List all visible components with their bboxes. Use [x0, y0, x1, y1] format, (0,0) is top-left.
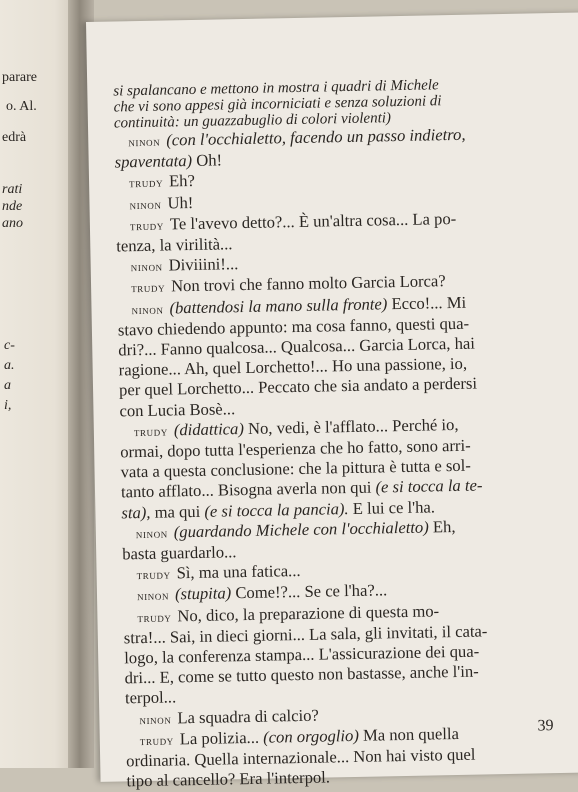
- dialogue-text: Come!?... Se ce l'ha?...: [231, 580, 388, 603]
- left-page-fragment: i,: [4, 398, 12, 413]
- dialogue-text: E lui ce l'ha.: [348, 497, 436, 518]
- left-page-fragment: c-: [4, 338, 15, 353]
- dialogue-text: stavo chiedendo appunto: ma cosa fanno, questi qua-: [117, 313, 470, 340]
- dialogue-text: Ecco!... Mi: [387, 292, 467, 313]
- stage-direction: (stupita): [174, 583, 232, 604]
- page-number: 39: [537, 717, 554, 735]
- dialogue-text: La squadra di calcio?: [177, 705, 319, 728]
- dialogue-text: terpol...: [124, 687, 177, 708]
- stage-direction: (e si tocca la te-: [375, 475, 483, 497]
- stage-direction: (con l'occhialetto, facendo un passo indietro,: [166, 124, 466, 150]
- left-page-fragment: nde: [2, 199, 23, 214]
- dialogue-text: per quel Lorchetto... Peccato che sia andato a perdersi: [118, 373, 478, 400]
- stage-direction: (battendosi la mano sulla fronte): [169, 293, 388, 318]
- speaker-name: ninon: [131, 302, 164, 317]
- dialogue-text: ragione... Ah, quel Lorchetto!... Ho una passione, io,: [118, 353, 468, 380]
- dialogue-text: No, vedi, è l'afflato... Perché io,: [243, 414, 459, 438]
- dialogue-text: con Lucia Bosè...: [119, 398, 236, 421]
- dialogue-text: stra!... Sai, in dieci giorni... La sala, gli invitati, il cata-: [123, 621, 488, 648]
- dialogue-text: ma qui: [150, 501, 205, 522]
- dialogue-text: Sì, ma una fatica...: [176, 561, 301, 583]
- speaker-name: trudy: [137, 610, 172, 625]
- speaker-name: trudy: [129, 218, 165, 234]
- stage-direction: spaventata): [114, 151, 193, 172]
- left-page: [0, 0, 78, 768]
- dialogue-text: Eh?: [168, 171, 196, 191]
- speaker-name: trudy: [128, 175, 164, 191]
- dialogue-text: dri... E, come se tutto questo non bastasse, anche l'in-: [124, 661, 479, 688]
- stage-direction: (con orgoglio): [262, 725, 360, 747]
- speaker-name: trudy: [136, 567, 171, 583]
- dialogue-text: Eh,: [428, 516, 456, 537]
- dialogue-text: Diviiini!...: [168, 254, 239, 275]
- dialogue-text: ordinaria. Quella internazionale... Non hai visto quel: [126, 744, 476, 771]
- dialogue-text: Oh!: [191, 150, 223, 171]
- dialogue-text: basta guardarlo...: [122, 542, 237, 564]
- stage-direction: (guardando Michele con l'occhialetto): [173, 517, 429, 542]
- dialogue-text: tenza, la virilità...: [116, 234, 233, 256]
- dialogue-text: vata a questa conclusione: che la pittura è tutta e sol-: [120, 455, 471, 482]
- speaker-name: ninon: [139, 712, 172, 727]
- stage-direction: (e si tocca la pancia).: [204, 498, 349, 521]
- dialogue-text: Uh!: [167, 192, 194, 213]
- dialogue-text: tipo al cancello? Era l'interpol.: [126, 767, 331, 791]
- dialogue-text: Te l'avevo detto?... È un'altra cosa... La po-: [169, 208, 457, 234]
- left-page-fragment: parare: [2, 70, 37, 85]
- left-page-fragment: a: [4, 378, 11, 393]
- left-page-fragment: ano: [2, 216, 23, 231]
- dialogue-text: logo, la conferenza stampa... L'assicurazione dei qua-: [124, 641, 480, 668]
- speaker-name: ninon: [128, 134, 161, 150]
- speaker-name: ninon: [136, 588, 170, 604]
- speaker-name: trudy: [139, 733, 174, 748]
- stage-direction: sta),: [121, 502, 151, 523]
- speaker-name: ninon: [129, 197, 162, 212]
- dialogue-text: Non trovi che fanno molto Garcia Lorca?: [170, 271, 446, 296]
- stage-direction: (didattica): [173, 418, 245, 440]
- speaker-name: ninon: [130, 259, 163, 275]
- dialogue-text: dri?... Fanno qualcosa... Qualcosa... Garcia Lorca, hai: [118, 333, 476, 360]
- right-page: [86, 12, 578, 791]
- left-page-fragment: edrà: [2, 130, 27, 145]
- dialogue-text: ormai, dopo tutta l'esperienza che ho fatto, sono arri-: [120, 435, 471, 462]
- left-page-fragment: rati: [2, 182, 23, 197]
- speaker-name: trudy: [130, 280, 166, 296]
- speaker-name: trudy: [133, 424, 169, 439]
- dialogue-text: La polizia...: [179, 727, 264, 749]
- stage-direction: continuità: un guazzabuglio di colori violenti): [113, 110, 392, 132]
- stage-direction: si spalancano e mettono in mostra i quadri di Michele: [113, 77, 439, 100]
- stage-direction: che vi sono appesi già incorniciati e senza soluzioni di: [113, 93, 442, 116]
- dialogue-text: tanto afflato... Bisogna averla non qui: [120, 477, 376, 502]
- speaker-name: ninon: [135, 526, 168, 541]
- dialogue-text: Ma non quella: [358, 723, 460, 745]
- page-text: [113, 75, 567, 792]
- left-page-fragment: o. Al.: [6, 99, 37, 114]
- left-page-fragment: a.: [4, 358, 15, 373]
- dialogue-text: No, dico, la preparazione di questa mo-: [177, 601, 440, 626]
